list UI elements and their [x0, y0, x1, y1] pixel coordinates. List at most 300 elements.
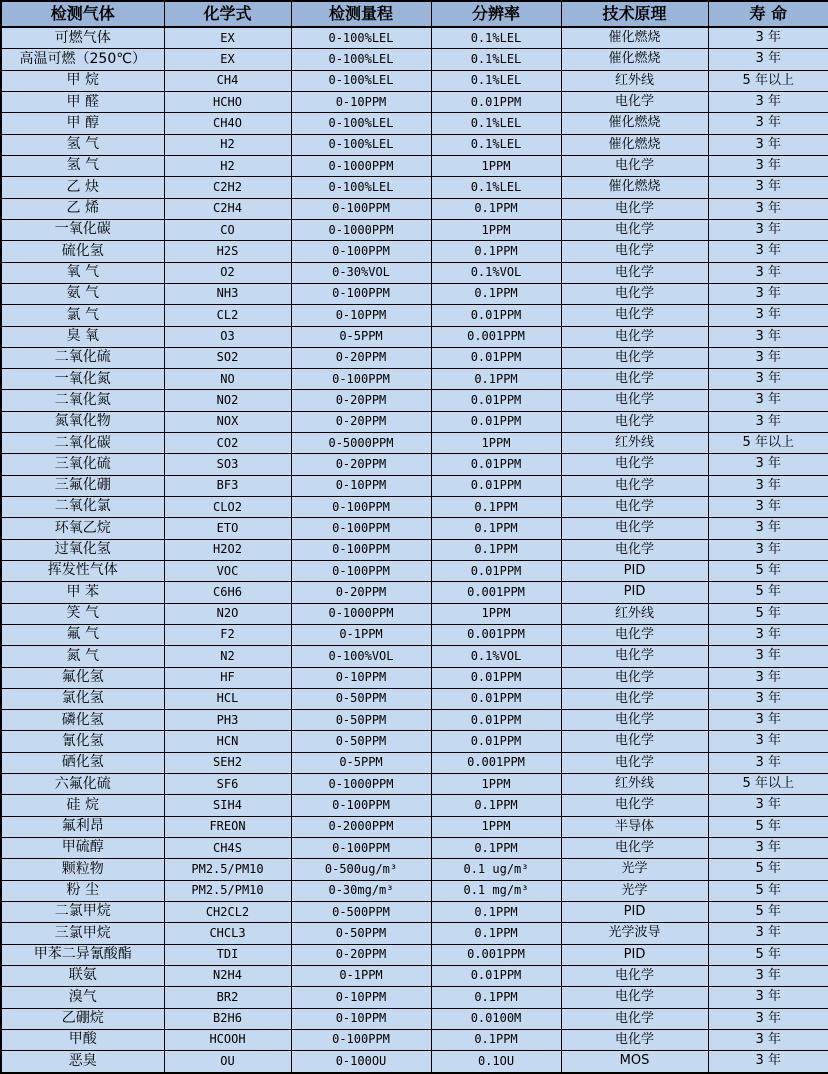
resolution-cell: 0.01PPM [431, 560, 561, 581]
table-row [1, 241, 828, 262]
detection-range-cell: 0-10PPM [291, 92, 431, 113]
detection-range-cell: 0-100PPM [291, 560, 431, 581]
table-row [1, 944, 828, 965]
lifespan-cell: 3 年 [708, 27, 828, 49]
technology-cell: PID [561, 901, 708, 922]
lifespan-cell: 3 年 [708, 411, 828, 432]
table-row [1, 752, 828, 773]
table-row [1, 49, 828, 70]
technology-cell: 红外线 [561, 603, 708, 624]
resolution-cell: 0.1PPM [431, 901, 561, 922]
gas-name-cell: 笑 气 [1, 603, 164, 624]
chemical-formula-cell: SEH2 [164, 752, 291, 773]
resolution-cell: 0.001PPM [431, 624, 561, 645]
table-row [1, 347, 828, 368]
gas-name-cell: 联氨 [1, 965, 164, 986]
table-row [1, 305, 828, 326]
table-row [1, 475, 828, 496]
table-row [1, 795, 828, 816]
technology-cell: 电化学 [561, 241, 708, 262]
header-row [1, 1, 828, 27]
resolution-cell: 0.1PPM [431, 283, 561, 304]
lifespan-cell: 5 年 [708, 901, 828, 922]
detection-range-cell: 0-50PPM [291, 731, 431, 752]
technology-cell: 电化学 [561, 411, 708, 432]
lifespan-cell: 3 年 [708, 688, 828, 709]
gas-name-cell: 溴气 [1, 987, 164, 1008]
gas-name-cell: 硒化氢 [1, 752, 164, 773]
gas-name-cell: 可燃气体 [1, 27, 164, 49]
detection-range-cell: 0-1000PPM [291, 156, 431, 177]
technology-cell: 电化学 [561, 1029, 708, 1050]
technology-cell: 电化学 [561, 369, 708, 390]
table-row [1, 838, 828, 859]
detection-range-cell: 0-100PPM [291, 497, 431, 518]
gas-name-cell: 硅 烷 [1, 795, 164, 816]
chemical-formula-cell: H2 [164, 134, 291, 155]
detection-range-cell: 0-10PPM [291, 667, 431, 688]
technology-cell: 光学波导 [561, 923, 708, 944]
detection-range-cell: 0-30%VOL [291, 262, 431, 283]
chemical-formula-cell: C6H6 [164, 582, 291, 603]
lifespan-cell: 5 年 [708, 859, 828, 880]
chemical-formula-cell: HCHO [164, 92, 291, 113]
lifespan-cell: 5 年 [708, 816, 828, 837]
resolution-cell: 0.1 ug/m³ [431, 859, 561, 880]
chemical-formula-cell: H2S [164, 241, 291, 262]
resolution-cell: 1PPM [431, 816, 561, 837]
technology-cell: 电化学 [561, 390, 708, 411]
lifespan-cell: 3 年 [708, 731, 828, 752]
lifespan-cell: 5 年以上 [708, 774, 828, 795]
chemical-formula-cell: CHCL3 [164, 923, 291, 944]
chemical-formula-cell: N2O [164, 603, 291, 624]
table-row [1, 411, 828, 432]
chemical-formula-cell: B2H6 [164, 1008, 291, 1029]
gas-name-cell: 乙硼烷 [1, 1008, 164, 1029]
detection-range-cell: 0-100%LEL [291, 70, 431, 91]
table-row [1, 987, 828, 1008]
detection-range-cell: 0-10PPM [291, 305, 431, 326]
table-row [1, 859, 828, 880]
lifespan-cell: 5 年 [708, 560, 828, 581]
detection-range-cell: 0-20PPM [291, 411, 431, 432]
column-header-chemical-formula: 化学式 [164, 1, 291, 27]
gas-name-cell: 氢 气 [1, 156, 164, 177]
resolution-cell: 1PPM [431, 219, 561, 240]
detection-range-cell: 0-20PPM [291, 347, 431, 368]
gas-name-cell: 甲 烷 [1, 70, 164, 91]
detection-range-cell: 0-20PPM [291, 582, 431, 603]
resolution-cell: 0.01PPM [431, 667, 561, 688]
resolution-cell: 0.1PPM [431, 539, 561, 560]
chemical-formula-cell: NH3 [164, 283, 291, 304]
lifespan-cell: 3 年 [708, 134, 828, 155]
gas-name-cell: 甲 苯 [1, 582, 164, 603]
lifespan-cell: 3 年 [708, 539, 828, 560]
lifespan-cell: 3 年 [708, 283, 828, 304]
detection-range-cell: 0-100PPM [291, 838, 431, 859]
technology-cell: 电化学 [561, 667, 708, 688]
lifespan-cell: 5 年 [708, 880, 828, 901]
lifespan-cell: 3 年 [708, 326, 828, 347]
detection-range-cell: 0-100PPM [291, 198, 431, 219]
table-row [1, 70, 828, 91]
lifespan-cell: 3 年 [708, 710, 828, 731]
resolution-cell: 0.001PPM [431, 326, 561, 347]
technology-cell: PID [561, 582, 708, 603]
resolution-cell: 1PPM [431, 156, 561, 177]
table-row [1, 219, 828, 240]
chemical-formula-cell: C2H4 [164, 198, 291, 219]
resolution-cell: 0.001PPM [431, 944, 561, 965]
technology-cell: 电化学 [561, 518, 708, 539]
lifespan-cell: 3 年 [708, 113, 828, 134]
table-row [1, 539, 828, 560]
chemical-formula-cell: C2H2 [164, 177, 291, 198]
table-row [1, 774, 828, 795]
resolution-cell: 0.01PPM [431, 710, 561, 731]
lifespan-cell: 3 年 [708, 965, 828, 986]
lifespan-cell: 3 年 [708, 667, 828, 688]
chemical-formula-cell: HCOOH [164, 1029, 291, 1050]
table-row [1, 603, 828, 624]
technology-cell: 电化学 [561, 475, 708, 496]
detection-range-cell: 0-30mg/m³ [291, 880, 431, 901]
resolution-cell: 0.1PPM [431, 838, 561, 859]
detection-range-cell: 0-100PPM [291, 1029, 431, 1050]
detection-range-cell: 0-1000PPM [291, 219, 431, 240]
resolution-cell: 1PPM [431, 433, 561, 454]
detection-range-cell: 0-100%LEL [291, 49, 431, 70]
lifespan-cell: 3 年 [708, 390, 828, 411]
chemical-formula-cell: NOX [164, 411, 291, 432]
chemical-formula-cell: O3 [164, 326, 291, 347]
resolution-cell: 0.0100M [431, 1008, 561, 1029]
resolution-cell: 0.01PPM [431, 411, 561, 432]
table-row [1, 113, 828, 134]
technology-cell: 电化学 [561, 624, 708, 645]
resolution-cell: 0.1 mg/m³ [431, 880, 561, 901]
table-row [1, 27, 828, 49]
chemical-formula-cell: N2 [164, 646, 291, 667]
technology-cell: 电化学 [561, 1008, 708, 1029]
table-row [1, 283, 828, 304]
detection-range-cell: 0-100PPM [291, 283, 431, 304]
resolution-cell: 0.1%VOL [431, 262, 561, 283]
chemical-formula-cell: PM2.5/PM10 [164, 880, 291, 901]
detection-range-cell: 0-50PPM [291, 923, 431, 944]
table-row [1, 667, 828, 688]
gas-name-cell: 硫化氢 [1, 241, 164, 262]
technology-cell: 光学 [561, 880, 708, 901]
lifespan-cell: 3 年 [708, 475, 828, 496]
table-row [1, 156, 828, 177]
detection-range-cell: 0-100PPM [291, 518, 431, 539]
chemical-formula-cell: CO2 [164, 433, 291, 454]
chemical-formula-cell: NO2 [164, 390, 291, 411]
detection-range-cell: 0-500ug/m³ [291, 859, 431, 880]
resolution-cell: 0.1PPM [431, 923, 561, 944]
detection-range-cell: 0-50PPM [291, 688, 431, 709]
detection-range-cell: 0-1000PPM [291, 774, 431, 795]
chemical-formula-cell: F2 [164, 624, 291, 645]
table-row [1, 923, 828, 944]
technology-cell: 电化学 [561, 688, 708, 709]
detection-range-cell: 0-100%LEL [291, 177, 431, 198]
resolution-cell: 0.1PPM [431, 497, 561, 518]
chemical-formula-cell: CH4 [164, 70, 291, 91]
gas-name-cell: 甲 醇 [1, 113, 164, 134]
detection-range-cell: 0-100%VOL [291, 646, 431, 667]
lifespan-cell: 3 年 [708, 752, 828, 773]
gas-name-cell: 甲硫醇 [1, 838, 164, 859]
technology-cell: 电化学 [561, 795, 708, 816]
detection-range-cell: 0-100%LEL [291, 27, 431, 49]
table-row [1, 1051, 828, 1073]
lifespan-cell: 5 年 [708, 582, 828, 603]
lifespan-cell: 3 年 [708, 92, 828, 113]
lifespan-cell: 3 年 [708, 838, 828, 859]
lifespan-cell: 3 年 [708, 518, 828, 539]
chemical-formula-cell: HCL [164, 688, 291, 709]
gas-name-cell: 过氧化氢 [1, 539, 164, 560]
technology-cell: 红外线 [561, 70, 708, 91]
lifespan-cell: 3 年 [708, 369, 828, 390]
gas-name-cell: 氮氧化物 [1, 411, 164, 432]
table-row [1, 560, 828, 581]
resolution-cell: 0.01PPM [431, 454, 561, 475]
technology-cell: 半导体 [561, 816, 708, 837]
chemical-formula-cell: CO [164, 219, 291, 240]
detection-range-cell: 0-1000PPM [291, 603, 431, 624]
gas-name-cell: 挥发性气体 [1, 560, 164, 581]
lifespan-cell: 3 年 [708, 1008, 828, 1029]
table-row [1, 369, 828, 390]
resolution-cell: 0.01PPM [431, 731, 561, 752]
resolution-cell: 0.1PPM [431, 369, 561, 390]
gas-name-cell: 氨 气 [1, 283, 164, 304]
detection-range-cell: 0-5000PPM [291, 433, 431, 454]
table-row [1, 390, 828, 411]
gas-name-cell: 氟化氢 [1, 667, 164, 688]
table-row [1, 454, 828, 475]
table-header [1, 1, 828, 27]
chemical-formula-cell: H2O2 [164, 539, 291, 560]
column-header-gas-name: 检测气体 [1, 1, 164, 27]
lifespan-cell: 3 年 [708, 497, 828, 518]
lifespan-cell: 5 年 [708, 603, 828, 624]
resolution-cell: 0.1OU [431, 1051, 561, 1073]
resolution-cell: 0.1%LEL [431, 70, 561, 91]
gas-name-cell: 乙 烯 [1, 198, 164, 219]
gas-name-cell: 一氧化碳 [1, 219, 164, 240]
technology-cell: 电化学 [561, 219, 708, 240]
resolution-cell: 0.01PPM [431, 965, 561, 986]
gas-name-cell: 甲 醛 [1, 92, 164, 113]
lifespan-cell: 3 年 [708, 198, 828, 219]
table-row [1, 624, 828, 645]
technology-cell: 电化学 [561, 731, 708, 752]
lifespan-cell: 5 年 [708, 944, 828, 965]
gas-name-cell: 恶臭 [1, 1051, 164, 1073]
resolution-cell: 0.01PPM [431, 475, 561, 496]
gas-name-cell: 六氟化硫 [1, 774, 164, 795]
detection-range-cell: 0-20PPM [291, 944, 431, 965]
table-row [1, 518, 828, 539]
detection-range-cell: 0-100PPM [291, 539, 431, 560]
lifespan-cell: 3 年 [708, 262, 828, 283]
gas-name-cell: 二氯甲烷 [1, 901, 164, 922]
gas-name-cell: 氰化氢 [1, 731, 164, 752]
technology-cell: 电化学 [561, 965, 708, 986]
gas-name-cell: 臭 氧 [1, 326, 164, 347]
detection-range-cell: 0-5PPM [291, 752, 431, 773]
gas-name-cell: 氢 气 [1, 134, 164, 155]
chemical-formula-cell: ETO [164, 518, 291, 539]
table-row [1, 262, 828, 283]
technology-cell: PID [561, 560, 708, 581]
technology-cell: 催化燃烧 [561, 177, 708, 198]
table-row [1, 901, 828, 922]
technology-cell: 催化燃烧 [561, 27, 708, 49]
lifespan-cell: 3 年 [708, 156, 828, 177]
resolution-cell: 0.1PPM [431, 518, 561, 539]
column-header-technology: 技术原理 [561, 1, 708, 27]
resolution-cell: 1PPM [431, 774, 561, 795]
detection-range-cell: 0-100PPM [291, 241, 431, 262]
lifespan-cell: 3 年 [708, 987, 828, 1008]
technology-cell: 电化学 [561, 454, 708, 475]
chemical-formula-cell: BF3 [164, 475, 291, 496]
technology-cell: 电化学 [561, 987, 708, 1008]
gas-name-cell: 一氧化氮 [1, 369, 164, 390]
technology-cell: MOS [561, 1051, 708, 1073]
chemical-formula-cell: EX [164, 49, 291, 70]
table-row [1, 688, 828, 709]
chemical-formula-cell: SO2 [164, 347, 291, 368]
resolution-cell: 0.1PPM [431, 1029, 561, 1050]
chemical-formula-cell: CH4S [164, 838, 291, 859]
detection-range-cell: 0-20PPM [291, 454, 431, 475]
technology-cell: 催化燃烧 [561, 49, 708, 70]
technology-cell: 电化学 [561, 283, 708, 304]
gas-name-cell: 三氯甲烷 [1, 923, 164, 944]
chemical-formula-cell: VOC [164, 560, 291, 581]
chemical-formula-cell: CL2 [164, 305, 291, 326]
detection-range-cell: 0-50PPM [291, 710, 431, 731]
table-row [1, 326, 828, 347]
resolution-cell: 0.1%LEL [431, 177, 561, 198]
table-row [1, 965, 828, 986]
technology-cell: 光学 [561, 859, 708, 880]
technology-cell: 红外线 [561, 774, 708, 795]
technology-cell: 电化学 [561, 838, 708, 859]
gas-name-cell: 颗粒物 [1, 859, 164, 880]
technology-cell: 电化学 [561, 326, 708, 347]
table-row [1, 646, 828, 667]
technology-cell: 电化学 [561, 539, 708, 560]
resolution-cell: 0.01PPM [431, 390, 561, 411]
table-row [1, 816, 828, 837]
technology-cell: 电化学 [561, 646, 708, 667]
resolution-cell: 0.01PPM [431, 688, 561, 709]
gas-name-cell: 二氧化氮 [1, 390, 164, 411]
gas-name-cell: 甲酸 [1, 1029, 164, 1050]
gas-name-cell: 甲苯二异氰酸酯 [1, 944, 164, 965]
lifespan-cell: 5 年以上 [708, 433, 828, 454]
lifespan-cell: 3 年 [708, 177, 828, 198]
lifespan-cell: 3 年 [708, 1051, 828, 1073]
gas-name-cell: 磷化氢 [1, 710, 164, 731]
chemical-formula-cell: SIH4 [164, 795, 291, 816]
technology-cell: 催化燃烧 [561, 134, 708, 155]
technology-cell: 电化学 [561, 497, 708, 518]
table-row [1, 92, 828, 113]
chemical-formula-cell: EX [164, 27, 291, 49]
chemical-formula-cell: SO3 [164, 454, 291, 475]
gas-name-cell: 乙 炔 [1, 177, 164, 198]
gas-name-cell: 二氧化氯 [1, 497, 164, 518]
gas-name-cell: 氟利昂 [1, 816, 164, 837]
table-row [1, 710, 828, 731]
lifespan-cell: 3 年 [708, 305, 828, 326]
table-row [1, 433, 828, 454]
chemical-formula-cell: OU [164, 1051, 291, 1073]
resolution-cell: 0.1%LEL [431, 134, 561, 155]
gas-name-cell: 氯 气 [1, 305, 164, 326]
chemical-formula-cell: HCN [164, 731, 291, 752]
technology-cell: 电化学 [561, 262, 708, 283]
chemical-formula-cell: BR2 [164, 987, 291, 1008]
lifespan-cell: 3 年 [708, 49, 828, 70]
resolution-cell: 0.01PPM [431, 92, 561, 113]
technology-cell: PID [561, 944, 708, 965]
resolution-cell: 0.001PPM [431, 582, 561, 603]
detection-range-cell: 0-20PPM [291, 390, 431, 411]
column-header-detection-range: 检测量程 [291, 1, 431, 27]
resolution-cell: 0.1PPM [431, 795, 561, 816]
detection-range-cell: 0-1PPM [291, 624, 431, 645]
detection-range-cell: 0-100PPM [291, 795, 431, 816]
chemical-formula-cell: NO [164, 369, 291, 390]
detection-range-cell: 0-5PPM [291, 326, 431, 347]
lifespan-cell: 3 年 [708, 795, 828, 816]
table-body [1, 27, 828, 1073]
technology-cell: 电化学 [561, 92, 708, 113]
lifespan-cell: 3 年 [708, 646, 828, 667]
chemical-formula-cell: N2H4 [164, 965, 291, 986]
lifespan-cell: 3 年 [708, 454, 828, 475]
resolution-cell: 0.1%LEL [431, 27, 561, 49]
technology-cell: 电化学 [561, 156, 708, 177]
resolution-cell: 0.1PPM [431, 241, 561, 262]
resolution-cell: 0.1PPM [431, 987, 561, 1008]
gas-name-cell: 氧 气 [1, 262, 164, 283]
chemical-formula-cell: CLO2 [164, 497, 291, 518]
detection-range-cell: 0-100PPM [291, 369, 431, 390]
table-row [1, 731, 828, 752]
resolution-cell: 0.001PPM [431, 752, 561, 773]
column-header-lifespan: 寿 命 [708, 1, 828, 27]
chemical-formula-cell: PH3 [164, 710, 291, 731]
gas-name-cell: 三氧化硫 [1, 454, 164, 475]
resolution-cell: 0.1%VOL [431, 646, 561, 667]
technology-cell: 红外线 [561, 433, 708, 454]
lifespan-cell: 3 年 [708, 219, 828, 240]
technology-cell: 电化学 [561, 710, 708, 731]
technology-cell: 催化燃烧 [561, 113, 708, 134]
